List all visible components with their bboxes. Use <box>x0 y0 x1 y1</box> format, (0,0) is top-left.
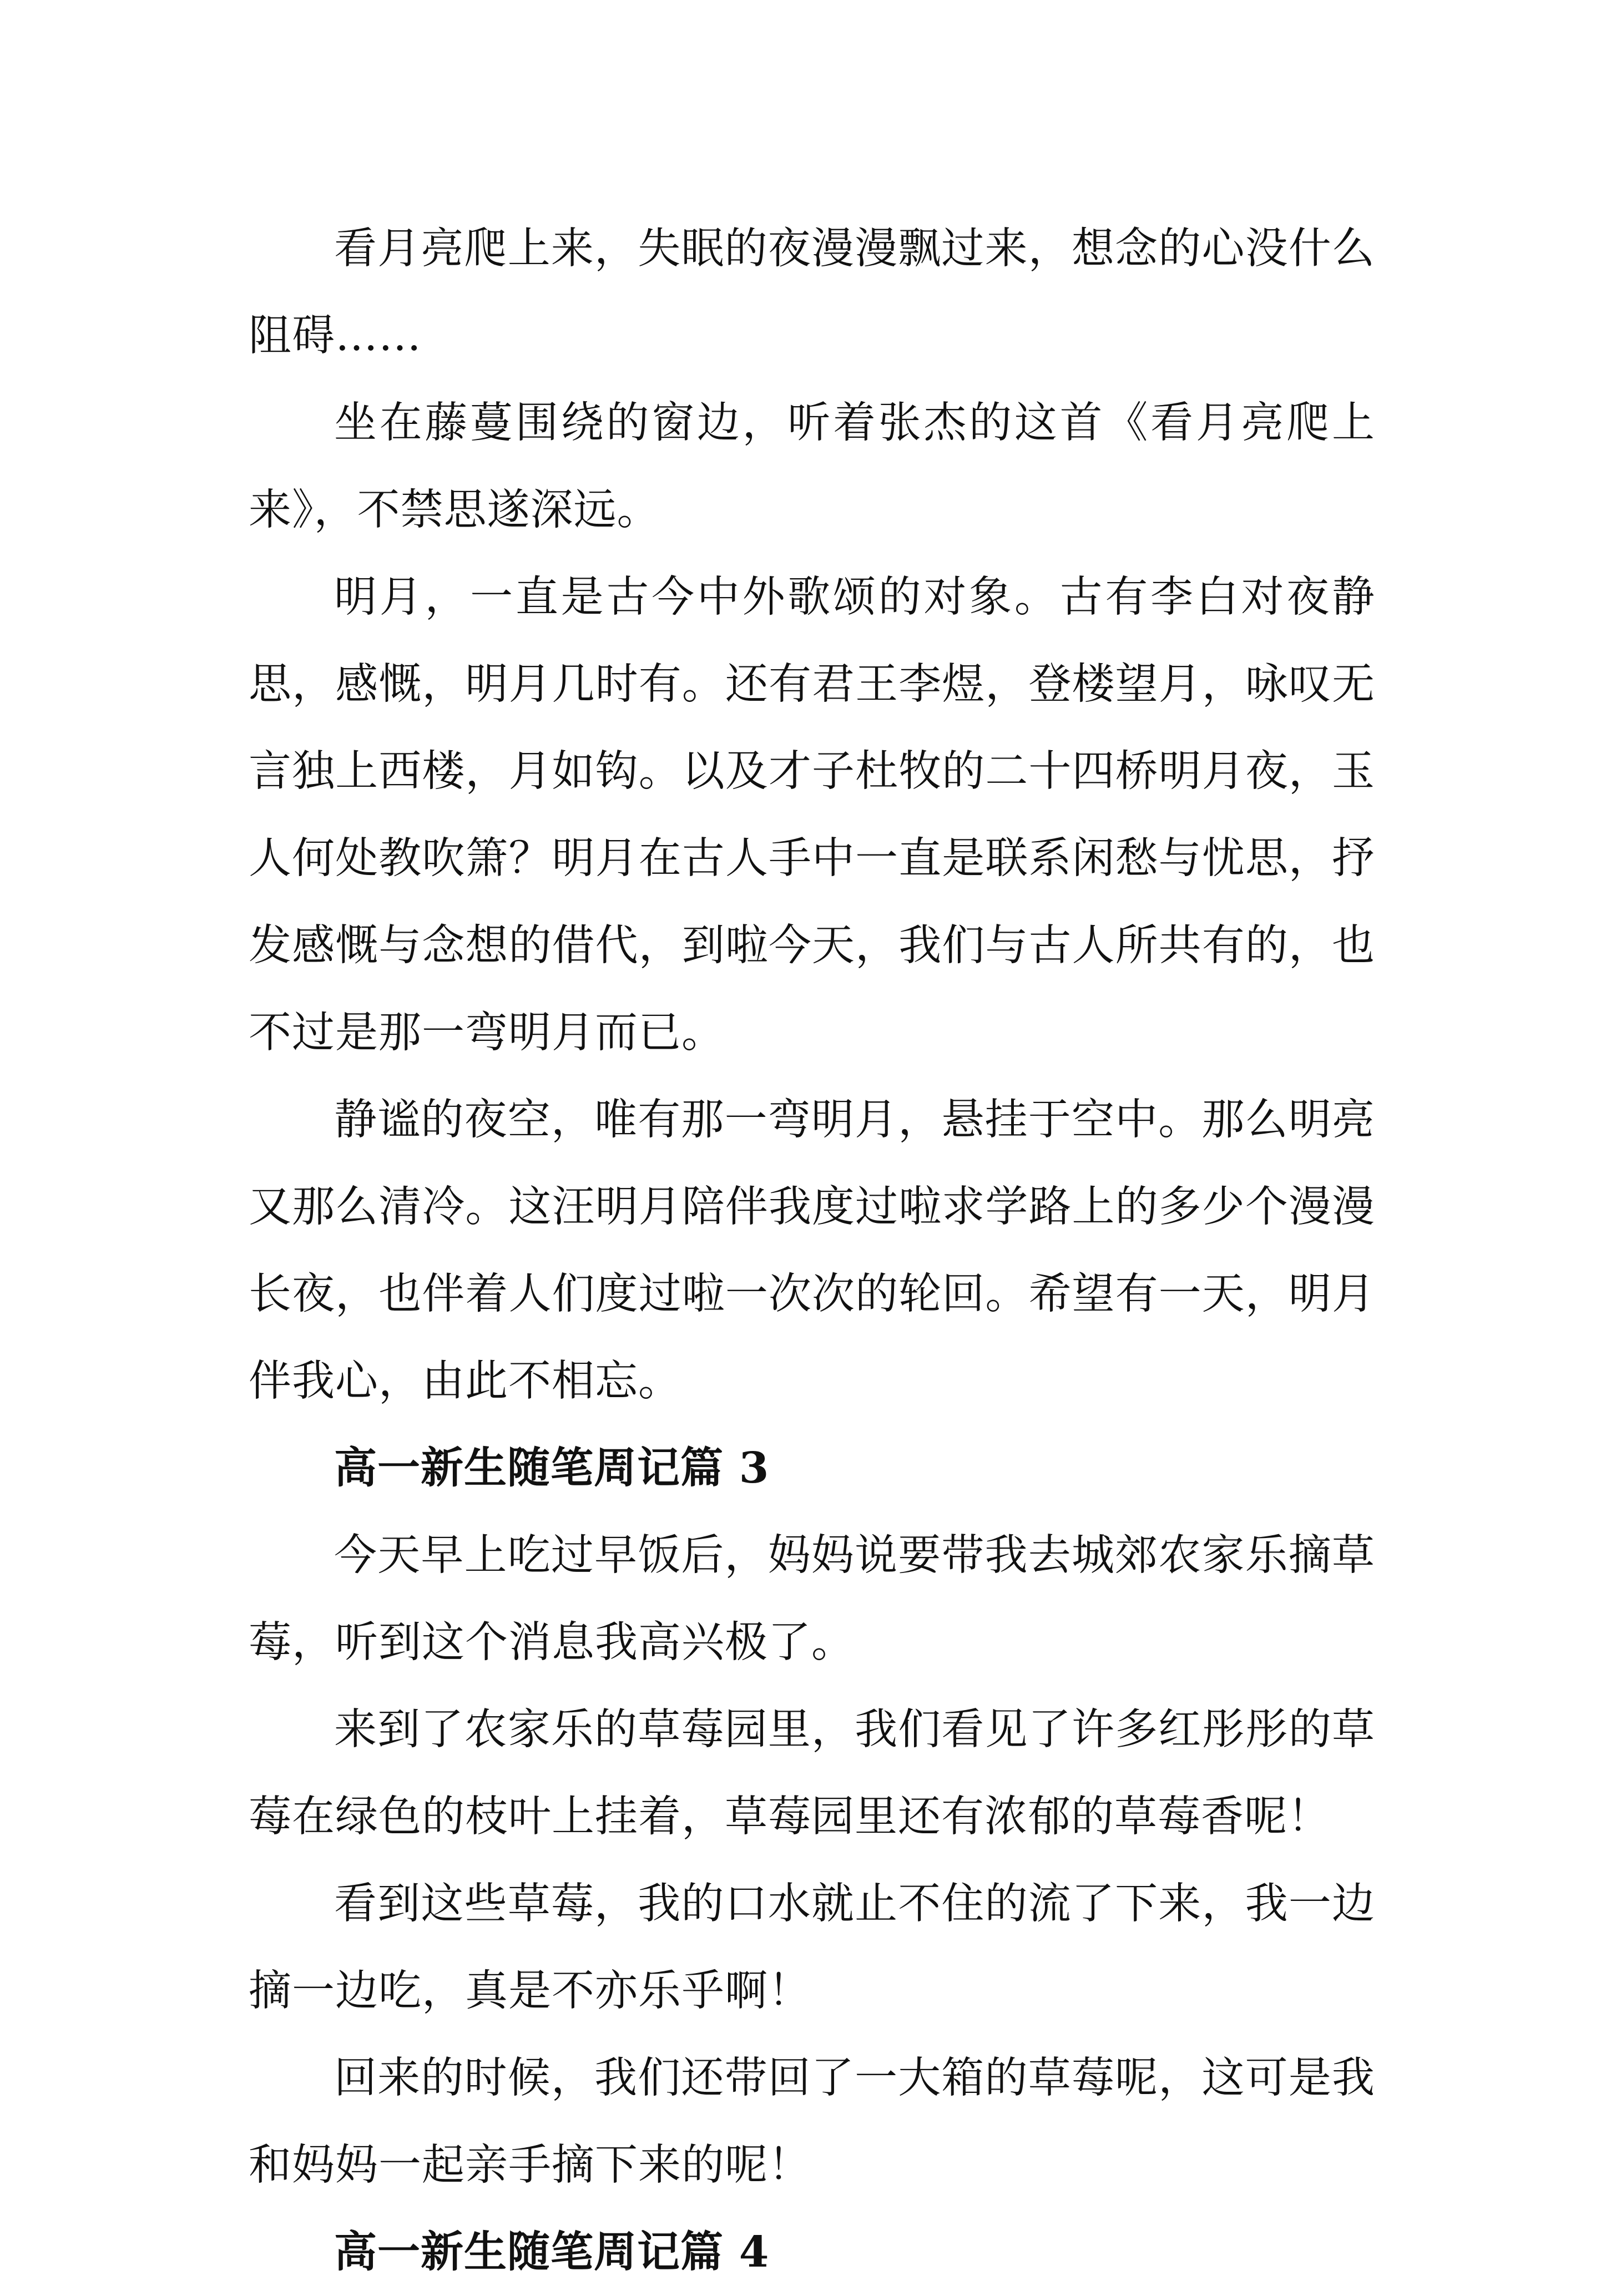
paragraph-strawberry-garden: 来到了农家乐的草莓园里，我们看见了许多红彤彤的草莓在绿色的枝叶上挂着，草莓园里还有浓郁的草莓香呢！ <box>249 1705 1375 1842</box>
paragraph-moon-history: 明月，一直是古今中外歌颂的对象。古有李白对夜静思，感慨，明月几时有。还有君王李煜，登楼望月，咏叹无言独上西楼，月如钩。以及才子杜牧的二十四桥明月夜，玉人何处教吹箫？明月在古人手中一直是联系闲愁与忧思，抒发感慨与念想的借代，到啦今天，我们与古人所共有的，也不过是那一弯明月而已。 <box>249 573 1375 1058</box>
paragraph-quiet-night: 静谧的夜空，唯有那一弯明月，悬挂于空中。那么明亮又那么清冷。这汪明月陪伴我度过啦求学路上的多少个漫漫长夜，也伴着人们度过啦一次次的轮回。希望有一天，明月伴我心，由此不相忘。 <box>249 1095 1375 1406</box>
paragraph-window-song: 坐在藤蔓围绕的窗边，听着张杰的这首《看月亮爬上来》，不禁思遂深远。 <box>249 398 1375 535</box>
document-body <box>249 205 1375 2296</box>
paragraph-strawberry-eating: 看到这些草莓，我的口水就止不住的流了下来，我一边摘一边吃，真是不亦乐乎啊！ <box>249 1879 1375 2016</box>
paragraph-strawberry-return: 回来的时候，我们还带回了一大箱的草莓呢，这可是我和妈妈一起亲手摘下来的呢！ <box>249 2054 1375 2190</box>
paragraph-strawberry-plan: 今天早上吃过早饭后，妈妈说要带我去城郊农家乐摘草莓，听到这个消息我高兴极了。 <box>249 1531 1375 1667</box>
section-heading-4: 高一新生随笔周记篇 4 <box>334 2227 770 2277</box>
paragraph-moon-intro: 看月亮爬上来，失眠的夜漫漫飘过来，想念的心没什么阻碍…… <box>249 224 1375 361</box>
section-heading-3: 高一新生随笔周记篇 3 <box>334 1443 770 1493</box>
